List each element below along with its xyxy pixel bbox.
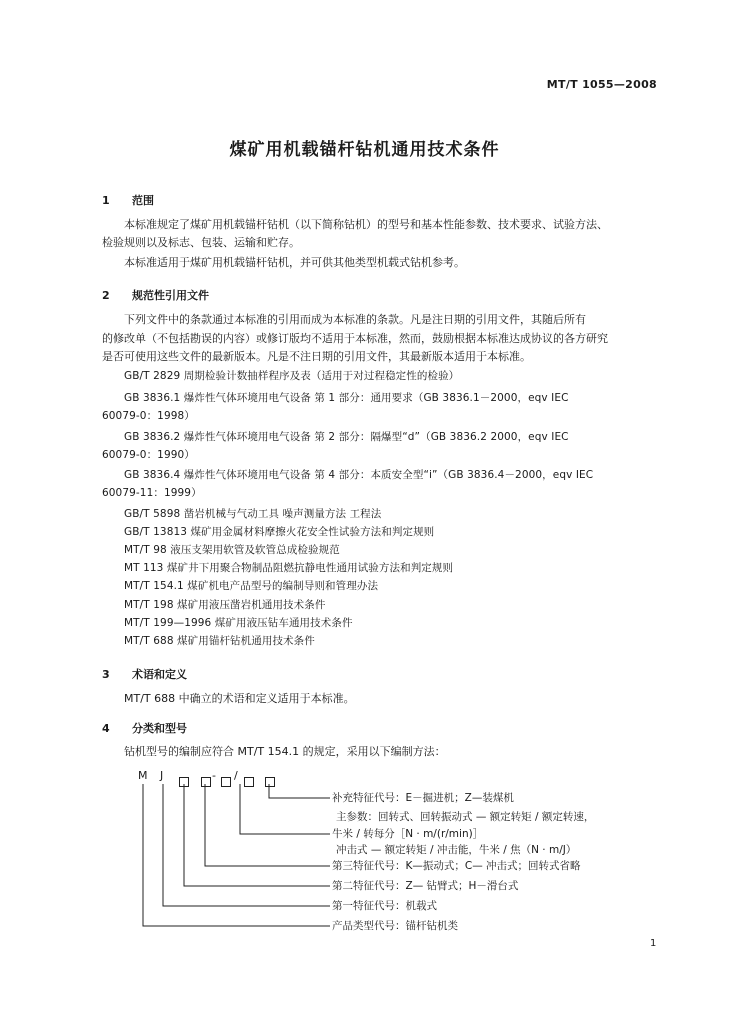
reference-line: GB/T 5898 凿岩机械与气动工具 噪声测量方法 工程法 [124,508,382,520]
label-first-code: 第一特征代号：机载式 [332,900,437,912]
label-third-code: 第三特征代号：K—振动式；C— 冲击式；回转式省略 [332,860,581,872]
reference-line: GB/T 2829 周期检验计数抽样程序及表（适用于对过程稳定性的检验） [124,370,460,382]
placeholder-box [244,777,254,787]
section-1-heading [102,192,154,208]
placeholder-box [221,777,231,787]
section-title: 分类和型号 [132,722,187,735]
label-supplement-code: 补充特征代号：E－掘进机；Z—装煤机 [332,792,514,804]
model-code-box-third [178,771,190,790]
section-number: 2 [102,289,110,302]
section-number: 3 [102,668,110,681]
model-code-slash: / [234,769,238,782]
section-1-para2: 本标准适用于煤矿用机载锚杆钻机，并可供其他类型机载式钻机参考。 [124,256,465,269]
placeholder-box [201,777,211,787]
label-product-code: 产品类型代号：锚杆钻机类 [332,920,458,932]
reference-line: MT/T 154.1 煤矿机电产品型号的编制导则和管理办法 [124,580,379,592]
model-code-dash: - [212,769,216,782]
label-main-param-1: 主参数：回转式、回转振动式 — 额定转矩 / 额定转速， [336,811,595,823]
model-code-m: M [138,769,148,782]
section-title: 规范性引用文件 [132,289,209,302]
section-3-heading [102,666,187,682]
model-code-box-supplement [264,771,276,790]
placeholder-box [265,777,275,787]
reference-line: MT 113 煤矿井下用聚合物制品阻燃抗静电性通用试验方法和判定规则 [124,562,454,574]
label-main-param-3: 冲击式 — 额定转矩 / 冲击能，牛米 / 焦（N · m/J） [336,844,577,856]
model-code-box-param-a [220,771,232,790]
reference-line: GB 3836.4 爆炸性气体环境用电气设备 第 4 部分：本质安全型“i”（GB 3836.4－2000，eqv IEC [124,469,594,481]
section-3-para: MT/T 688 中确立的术语和定义适用于本标准。 [124,692,355,705]
reference-line: MT/T 199—1996 煤矿用液压钻车通用技术条件 [124,617,353,629]
model-code-box-main [200,771,212,790]
section-title: 术语和定义 [132,668,187,681]
reference-line: GB 3836.1 爆炸性气体环境用电气设备 第 1 部分：通用要求（GB 3836.1－2000，eqv IEC [124,392,569,404]
section-2-intro-line1: 下列文件中的条款通过本标准的引用而成为本标准的条款。凡是注日期的引用文件，其随后所有 [124,313,586,326]
reference-line: MT/T 198 煤矿用液压凿岩机通用技术条件 [124,599,326,611]
section-4-heading [102,720,187,736]
reference-line: 60079-11：1999） [102,487,202,499]
reference-line: 60079-0：1990） [102,449,195,461]
reference-line: 60079-0：1998） [102,410,195,422]
reference-line: GB/T 13813 煤矿用金属材料摩擦火花安全性试验方法和判定规则 [124,526,435,538]
label-second-code: 第二特征代号：Z— 钻臂式；H－滑台式 [332,880,519,892]
reference-line: MT/T 98 液压支架用软管及软管总成检验规范 [124,544,340,556]
section-2-intro-line2: 的修改单（不包括勘误的内容）或修订版均不适用于本标准，然而，鼓励根据本标准达成协议的各方研究 [102,332,608,345]
section-1-para1-line2: 检验规则以及标志、包装、运输和贮存。 [102,236,300,249]
reference-line: GB 3836.2 爆炸性气体环境用电气设备 第 2 部分：隔爆型“d”（GB 3836.2 2000，eqv IEC [124,431,569,443]
section-1-para1-line1: 本标准规定了煤矿用机载锚杆钻机（以下简称钻机）的型号和基本性能参数、技术要求、试验方法、 [124,218,608,231]
reference-line: MT/T 688 煤矿用锚杆钻机通用技术条件 [124,635,315,647]
standard-code: MT/T 1055—2008 [546,78,657,91]
section-number: 4 [102,722,110,735]
section-2-heading [102,287,209,303]
model-code-j: J [160,769,164,782]
placeholder-box [179,777,189,787]
model-code-box-param-b [243,771,255,790]
document-title: 煤矿用机载锚杆钻机通用技术条件 [229,140,500,160]
section-number: 1 [102,194,110,207]
label-main-param-2: 牛米 / 转每分［N · m/(r/min)］ [332,828,484,840]
section-2-intro-line3: 是否可使用这些文件的最新版本。凡是不注日期的引用文件，其最新版本适用于本标准。 [102,350,531,363]
page-number: 1 [650,938,657,949]
section-title: 范围 [132,194,154,207]
section-4-para: 钻机型号的编制应符合 MT/T 154.1 的规定，采用以下编制方法： [124,745,446,758]
